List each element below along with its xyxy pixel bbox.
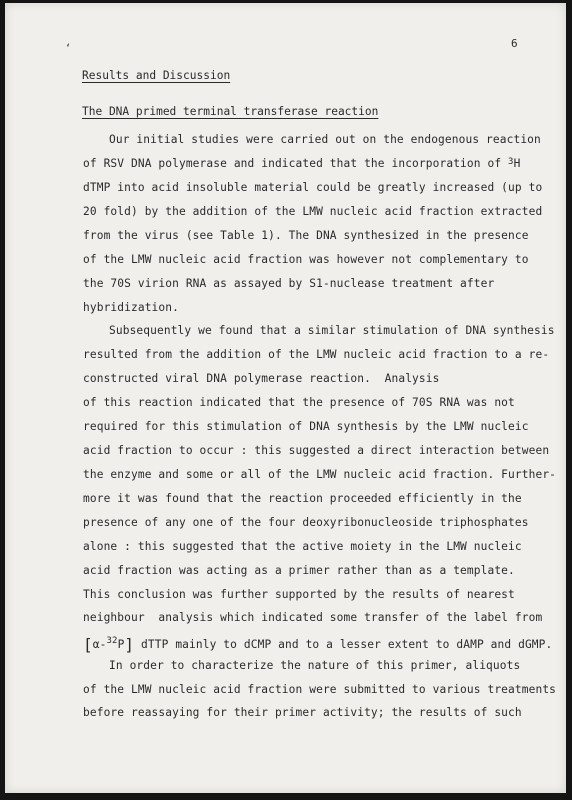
superscript: 3 bbox=[508, 157, 514, 167]
open-bracket: [ bbox=[83, 635, 93, 654]
stray-mark: ‘ bbox=[65, 43, 72, 54]
text-line: Subsequently we found that a similar stimulation of DNA synthesis bbox=[109, 324, 555, 337]
text-line: the 70S virion RNA as assayed by S1-nuclease treatment after bbox=[83, 277, 495, 290]
text-line: Our initial studies were carried out on the endogenous reaction bbox=[109, 133, 541, 146]
text-line: neighbour analysis which indicated some transfer of the label from bbox=[83, 611, 543, 624]
page-number: 6 bbox=[511, 37, 518, 50]
text-line: This conclusion was further supported by the results of nearest bbox=[83, 588, 515, 601]
text-line: 20 fold) by the addition of the LMW nucleic acid fraction extracted bbox=[83, 205, 543, 218]
text-line: of the LMW nucleic acid fraction were submitted to various treatments bbox=[83, 683, 557, 696]
text-line: more it was found that the reaction proceeded efficiently in the bbox=[83, 492, 522, 505]
subsection-heading: The DNA primed terminal transferase reaction bbox=[82, 105, 379, 118]
text-line: of this reaction indicated that the presence of 70S RNA was not bbox=[83, 396, 515, 409]
document-page bbox=[5, 3, 566, 793]
text-line: [α-$^{32}$P] dTTP mainly to dCMP and to a lesser extent to dAMP and dGMP. bbox=[83, 635, 553, 654]
text-line: resulted from the addition of the LMW nucleic acid fraction to a re- bbox=[83, 348, 550, 361]
text-line: alone : this suggested that the active moiety in the LMW nucleic bbox=[83, 540, 522, 553]
close-bracket: ] bbox=[124, 635, 135, 654]
text-line: required for this stimulation of DNA synthesis by the LMW nucleic bbox=[83, 420, 529, 433]
text-line: acid fraction to occur : this suggested a direct interaction between bbox=[83, 444, 550, 457]
text-line: of the LMW nucleic acid fraction was however not complementary to bbox=[83, 253, 529, 266]
text-line: presence of any one of the four deoxyribonucleoside triphosphates bbox=[83, 516, 529, 529]
text-line: dTMP into acid insoluble material could be greatly increased (up to bbox=[83, 181, 543, 194]
text-line: In order to characterize the nature of this primer, aliquots bbox=[109, 659, 521, 672]
text-line: the enzyme and some or all of the LMW nucleic acid fraction. Further- bbox=[83, 468, 557, 481]
text-line: of RSV DNA polymerase and indicated that the incorporation of $^3$H bbox=[83, 157, 521, 170]
text-line: acid fraction was acting as a primer rather than as a template. bbox=[83, 564, 515, 577]
section-heading: Results and Discussion bbox=[82, 69, 231, 82]
text-line: hybridization. bbox=[83, 301, 179, 314]
text-line: from the virus (see Table 1). The DNA synthesized in the presence bbox=[83, 229, 529, 242]
text-line: before reassaying for their primer activity; the results of such bbox=[83, 706, 522, 719]
superscript: 32 bbox=[106, 636, 118, 646]
text-line: constructed viral DNA polymerase reaction. Analysis bbox=[83, 372, 440, 385]
